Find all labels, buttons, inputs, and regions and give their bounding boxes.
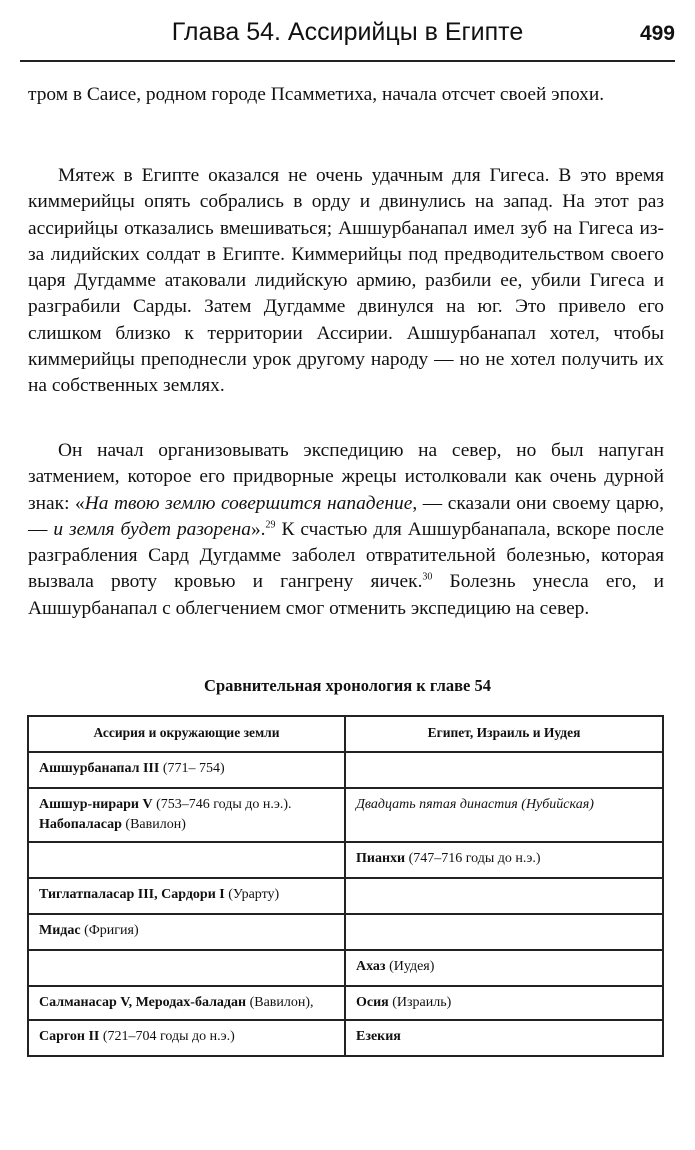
cell-text: (753–746 годы до н.э.). — [152, 797, 292, 812]
table-cell — [28, 878, 345, 914]
table-cell — [345, 914, 663, 950]
paragraph-text: тром в Саисе, родном городе Псамметиха, начала отсчет своей эпохи. — [28, 84, 605, 105]
text-segment: Он начал организовывать экспедицию на север, но был напуган затмением, которое его придворные жрецы истолковали как очень дурной знак: « — [28, 440, 664, 514]
footnote-ref: 30 — [422, 572, 433, 584]
paragraph-continuation — [28, 82, 664, 108]
table-row — [28, 878, 663, 914]
cell-italic-text: Двадцать пятая династия (Нубийская) — [356, 797, 594, 812]
table-cell — [345, 752, 663, 788]
paragraph-text: Мятеж в Египте оказался не очень удачным для Гигеса. В это время киммерийцы опять собрались в орду и двинулись на запад. На этот раз ассирийцы отказались вмешиваться; Ашшурбанапал имел зуб на Гигеса из-за лидийских солдат в Египте. Киммерийцы под предводительством своего царя Дугдамме атаковали лидийскую армию, разбили ее, убили Гигеса и разграбили Сарды. Затем Дугдамме двинулся на юг. Это привело его слишком близко к территории Ассирии. Ашшурбанапал хотел, чтобы киммерийцы преподнесли урок другому народу — но не хотел получить их на собственных землях. — [28, 165, 664, 397]
table-header-row — [28, 716, 663, 752]
cell-text: (Вавилон), — [246, 995, 314, 1010]
table-row — [28, 842, 663, 878]
cell-text: (Урарту) — [224, 887, 280, 902]
cell-bold-text: Мидас — [39, 923, 81, 938]
cell-text: (Вавилон) — [121, 817, 186, 832]
paragraph-second — [28, 438, 664, 622]
table-cell — [28, 986, 345, 1020]
table-cell — [345, 842, 663, 878]
table-cell — [345, 1020, 663, 1056]
paragraph-first — [28, 163, 664, 400]
cell-bold-text: Ашшурбанапал III — [39, 761, 160, 776]
chapter-title: Глава 54. Ассирийцы в Египте — [171, 18, 524, 46]
cell-bold-text: Ахаз — [356, 959, 386, 974]
cell-text: (Фригия) — [80, 923, 139, 938]
table-cell — [28, 950, 345, 986]
cell-bold-text: Набопаласар — [39, 817, 122, 832]
column-header: Ассирия и окружающие земли — [28, 716, 345, 752]
column-header: Египет, Израиль и Иудея — [345, 716, 663, 752]
table-cell — [28, 842, 345, 878]
table-cell — [345, 986, 663, 1020]
table-cell — [345, 950, 663, 986]
cell-bold-text: Ашшур-нирари V — [39, 797, 153, 812]
cell-text: (Израиль) — [388, 995, 452, 1010]
cell-text: (Иудея) — [385, 959, 435, 974]
table-cell — [28, 914, 345, 950]
running-header — [20, 14, 675, 62]
cell-bold-text: Езекия — [356, 1029, 401, 1044]
quote: и земля будет разорена — [53, 518, 251, 540]
cell-text: (721–704 годы до н.э.) — [99, 1029, 235, 1044]
table-title: Сравнительная хронология к главе 54 — [204, 676, 491, 695]
cell-bold-text: Салманасар V, Меродах-баладан — [39, 995, 247, 1010]
table-row — [28, 950, 663, 986]
table-cell — [345, 878, 663, 914]
page-number: 499 — [639, 22, 675, 45]
cell-bold-text: Осия — [356, 995, 389, 1010]
table-cell — [28, 1020, 345, 1056]
table-row — [28, 986, 663, 1020]
cell-text: (747–716 годы до н.э.) — [405, 851, 541, 866]
table-row — [28, 914, 663, 950]
text-segment: , — сказали они своему царю, — — [28, 492, 664, 540]
chronology-table — [27, 715, 664, 1057]
table-row — [28, 1020, 663, 1056]
cell-text: (771– 754) — [159, 761, 225, 776]
quote: На твою землю совершится нападение — [84, 492, 413, 514]
cell-bold-text: Саргон II — [39, 1029, 100, 1044]
footnote-ref: 29 — [265, 519, 276, 531]
table-cell — [345, 788, 663, 842]
paragraph-text — [28, 438, 664, 622]
table-row — [28, 752, 663, 788]
text-segment: К счастью для Ашшурбанапала, вскоре после разграбления Сард Дугдамме заболел отвратительной болезнью, которая вызвала рвоту кровью и гангрену яичек. — [28, 518, 665, 593]
table-row — [28, 788, 663, 842]
table-cell — [28, 788, 345, 842]
table-cell — [28, 752, 345, 788]
text-segment: ». — [250, 518, 266, 540]
text-segment: Болезнь унесла его, и Ашшурбанапал с облегчением смог отменить экспедицию на север. — [28, 571, 664, 619]
cell-bold-text: Пианхи — [356, 851, 406, 866]
cell-bold-text: Тиглатпаласар III, Сардори I — [39, 887, 225, 902]
